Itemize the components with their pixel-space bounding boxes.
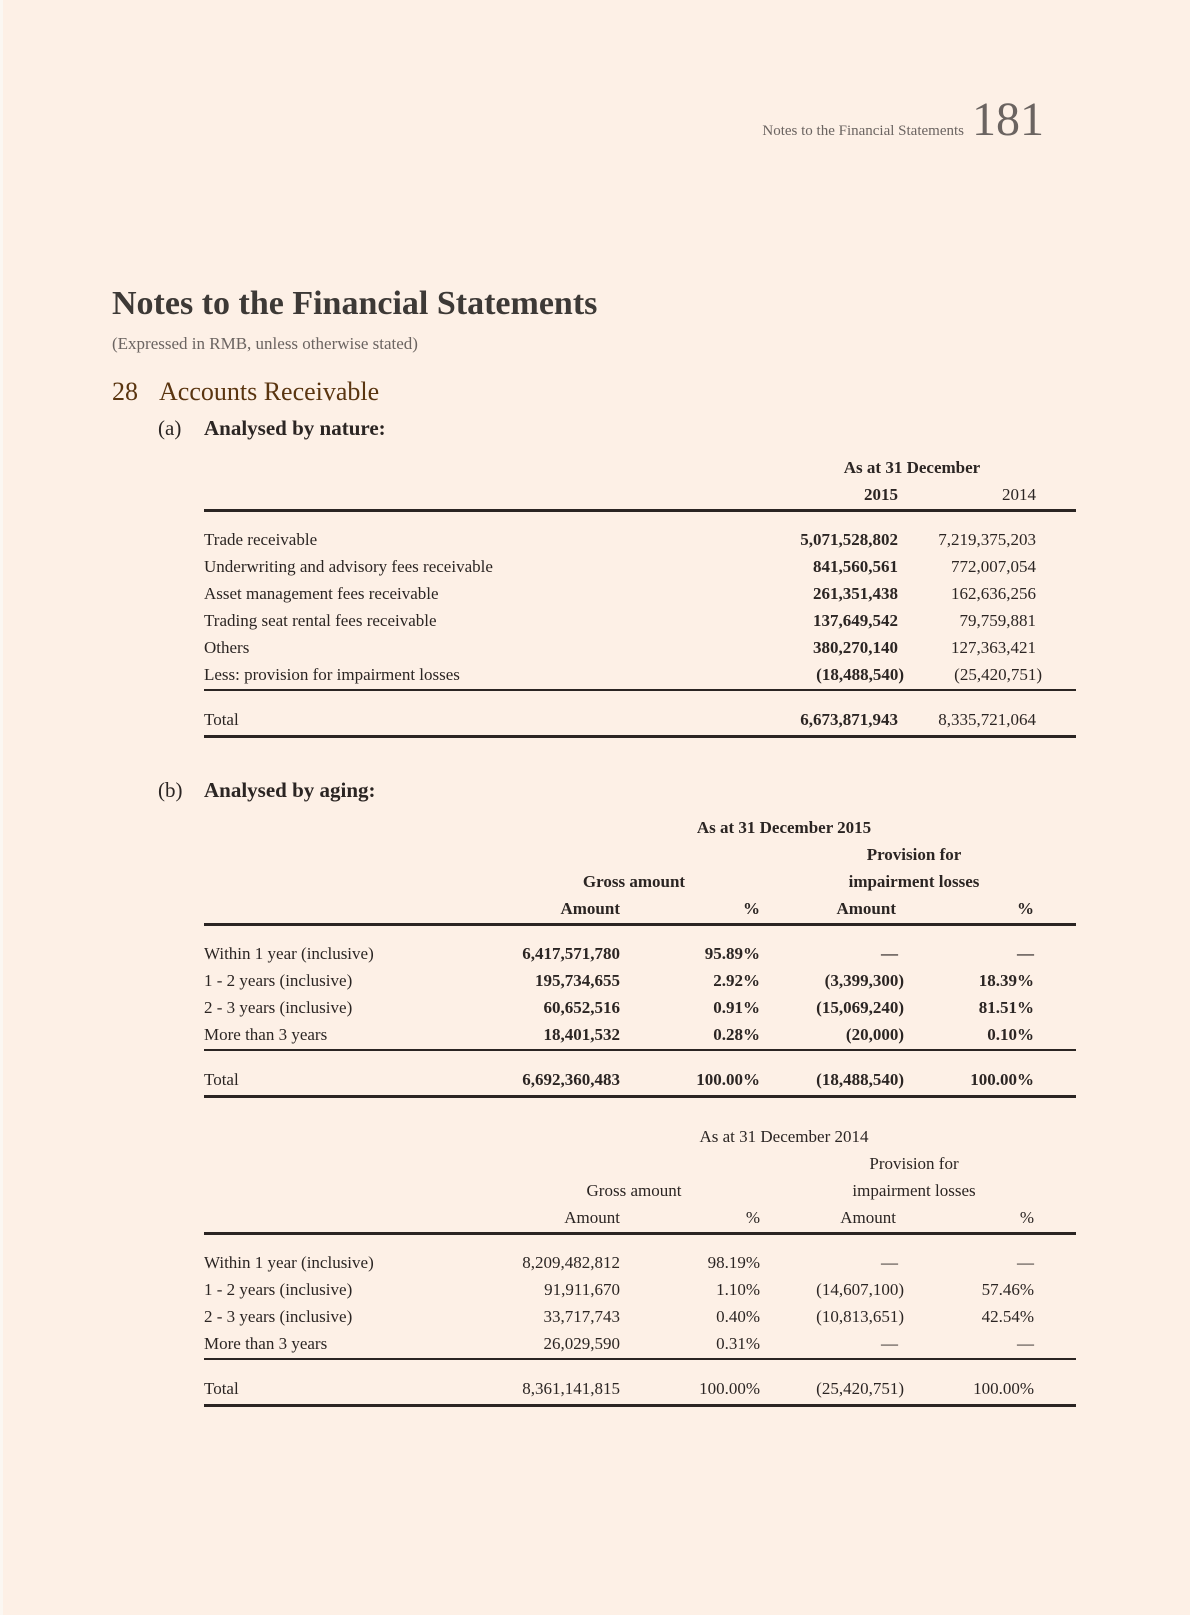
section-title: Accounts Receivable: [159, 377, 380, 406]
running-header-title: Notes to the Financial Statements: [762, 123, 964, 139]
subtotal-rule: [204, 689, 1076, 691]
page-subtitle: (Expressed in RMB, unless otherwise stated): [112, 334, 418, 353]
total-rule: [204, 1404, 1076, 1407]
header-provision-line2: impairment losses: [848, 872, 980, 891]
header-as-at: As at 31 December: [843, 458, 981, 477]
table-row: More than 3 years 26,029,590 0.31% — —: [204, 1334, 1034, 1353]
header-gross-amount: Gross amount: [586, 1181, 682, 1200]
table-header-row: Amount % Amount %: [564, 1208, 1034, 1227]
header-provision-line2: impairment losses: [852, 1181, 976, 1200]
table-row: 2 - 3 years (inclusive) 33,717,743 0.40% (10,813,651) 42.54%: [204, 1307, 1034, 1326]
table-row: More than 3 years 18,401,532 0.28% (20,000) 0.10%: [204, 1025, 1034, 1044]
table-row: Within 1 year (inclusive) 6,417,571,780 95.89% — —: [204, 944, 1034, 963]
header-rule: [204, 509, 1076, 512]
page-edge: [0, 0, 3, 1615]
total-row: Total 6,692,360,483 100.00% (18,488,540) 100.00%: [204, 1070, 1034, 1089]
subsection-b-label: (b): [158, 778, 183, 802]
running-header: [762, 93, 1044, 146]
section-number: 28: [112, 377, 138, 406]
table-header-row: [204, 485, 1076, 509]
subtotal-rule: [204, 1358, 1076, 1360]
header-gross-amount: Gross amount: [582, 872, 686, 891]
total-rule: [204, 1095, 1076, 1098]
page-title: Notes to the Financial Statements: [112, 285, 598, 322]
section-heading: [112, 377, 379, 407]
subsection-a-heading: [158, 416, 386, 441]
subsection-a-title: Analysed by nature:: [204, 416, 386, 440]
total-row: Total 8,361,141,815 100.00% (25,420,751) 100.00%: [204, 1379, 1034, 1398]
subsection-b-heading: [158, 778, 376, 803]
table-row: Others 380,270,140 127,363,421: [204, 638, 1036, 657]
total-row: Total 6,673,871,943 8,335,721,064: [204, 710, 1036, 729]
col-2015: 2015: [864, 485, 898, 504]
header-rule: [204, 923, 1076, 926]
table-row: 1 - 2 years (inclusive) 91,911,670 1.10% (14,607,100) 57.46%: [204, 1280, 1034, 1299]
page-number: 181: [972, 93, 1044, 146]
header-as-at-2014: As at 31 December 2014: [699, 1127, 869, 1146]
subtotal-rule: [204, 1049, 1076, 1051]
table-row: Less: provision for impairment losses (18,488,540) (25,420,751): [204, 665, 1042, 684]
table-row: Underwriting and advisory fees receivable 841,560,561 772,007,054: [204, 557, 1036, 576]
subsection-a-label: (a): [158, 416, 182, 440]
table-row: Trade receivable 5,071,528,802 7,219,375,203: [204, 530, 1036, 549]
header-provision-line1: Provision for: [869, 1154, 959, 1173]
table-row: 1 - 2 years (inclusive) 195,734,655 2.92% (3,399,300) 18.39%: [204, 971, 1034, 990]
header-rule: [204, 1232, 1076, 1235]
table-row: Within 1 year (inclusive) 8,209,482,812 98.19% — —: [204, 1253, 1034, 1272]
table-row: 2 - 3 years (inclusive) 60,652,516 0.91% (15,069,240) 81.51%: [204, 998, 1034, 1017]
total-rule: [204, 735, 1076, 738]
header-as-at-2015: As at 31 December 2015: [696, 818, 872, 837]
table-row: Trading seat rental fees receivable 137,649,542 79,759,881: [204, 611, 1036, 630]
subsection-b-title: Analysed by aging:: [204, 778, 376, 802]
header-provision-line1: Provision for: [866, 845, 962, 864]
table-header-group: [204, 458, 1076, 482]
col-2014: 2014: [1002, 485, 1036, 504]
table-row: Asset management fees receivable 261,351,438 162,636,256: [204, 584, 1036, 603]
table-header-row: Amount % Amount %: [560, 899, 1034, 918]
